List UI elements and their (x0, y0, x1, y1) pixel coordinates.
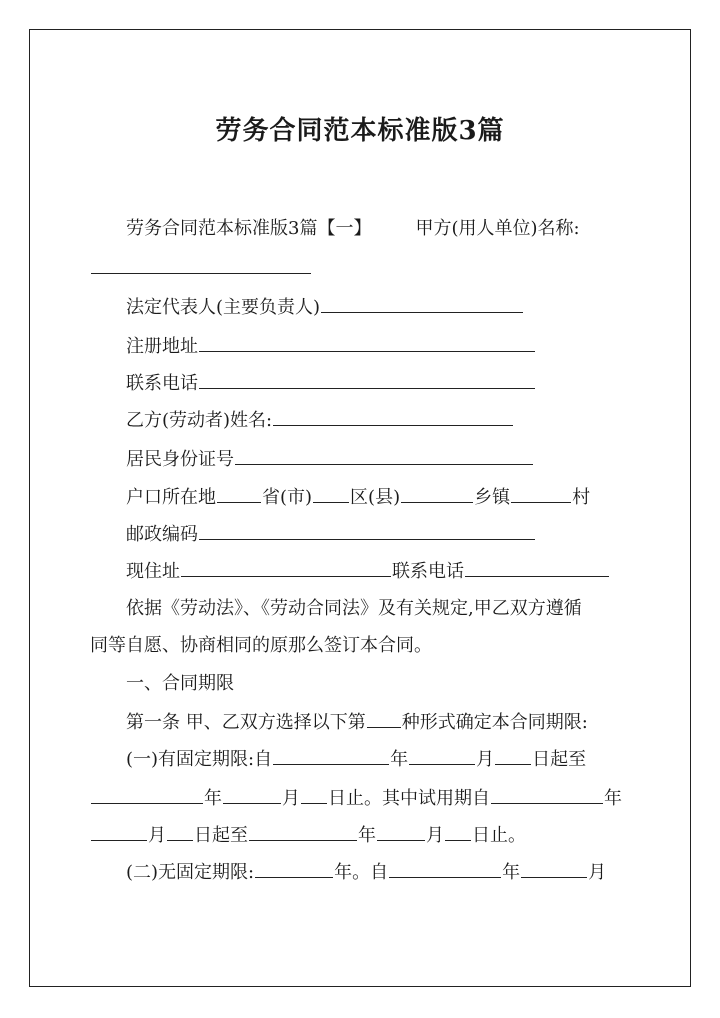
month-label: 月 (476, 749, 495, 770)
cur-addr-label: 现住址 (126, 561, 180, 582)
blank (313, 484, 349, 503)
month-label: 月 (426, 825, 444, 846)
cur-phone-label: 联系电话 (392, 561, 464, 582)
id-label: 居民身份证号 (126, 449, 234, 470)
blank (199, 333, 535, 352)
year-label: 年 (204, 788, 222, 809)
fixed-term-line-3 (90, 822, 635, 849)
blank (389, 859, 501, 878)
legal-rep-line (126, 294, 635, 321)
blank (301, 785, 327, 804)
hukou-line (126, 484, 635, 511)
blank (465, 558, 609, 577)
blank (91, 785, 203, 804)
month-label: 月 (588, 862, 607, 883)
article-1-line (126, 709, 635, 736)
day-from-label: 日起至 (194, 825, 248, 846)
hukou-province: 省(市) (262, 487, 313, 508)
blank (91, 822, 147, 841)
basis-line-1: 依据《劳动法》、《劳动合同法》及有关规定,甲乙双方遵循 (126, 598, 582, 619)
month-label: 月 (282, 788, 300, 809)
document-title: 劳务合同范本标准版3篇 (215, 116, 505, 146)
day-end-label: 日止。 (472, 825, 526, 846)
party-a-name-blank (90, 255, 635, 282)
party-b-line (126, 407, 635, 434)
blank (273, 407, 513, 426)
fixed-term-line-1 (126, 746, 635, 773)
id-line (126, 446, 635, 473)
legal-rep-label: 法定代表人(主要负责人) (126, 297, 321, 318)
blank (273, 746, 389, 765)
blank (91, 255, 311, 274)
open-term-label: (二)无固定期限: (126, 862, 255, 883)
blank (217, 484, 261, 503)
year-label: 年 (390, 749, 409, 770)
blank (167, 822, 193, 841)
phone-label: 联系电话 (126, 373, 198, 394)
blank (255, 859, 333, 878)
reg-addr-label: 注册地址 (126, 336, 198, 357)
probation-label: 日止。其中试用期自 (328, 788, 490, 809)
postcode-line (126, 521, 635, 548)
reg-addr-line (126, 333, 635, 360)
blank (377, 822, 425, 841)
blank (367, 709, 401, 728)
blank (401, 484, 473, 503)
blank (511, 484, 571, 503)
blank (495, 746, 531, 765)
hukou-village: 村 (572, 487, 591, 508)
year-label: 年 (502, 862, 521, 883)
fixed-term-label: (一)有固定期限:自 (126, 749, 273, 770)
open-term-line (126, 859, 635, 886)
section-1-heading: 一、合同期限 (126, 673, 234, 694)
open-term-from-label: 年。自 (334, 862, 389, 883)
hukou-district: 区(县) (350, 487, 401, 508)
hukou-town: 乡镇 (474, 487, 511, 508)
party-b-label: 乙方(劳动者)姓名: (126, 410, 273, 431)
blank (521, 859, 587, 878)
cur-addr-line (126, 558, 635, 585)
article-1-text: 第一条 甲、乙双方选择以下第 (126, 712, 366, 733)
blank (249, 822, 357, 841)
article-1-text-end: 种形式确定本合同期限: (401, 712, 588, 733)
basis-line-2: 同等自愿、协商相同的原那么签订本合同。 (90, 635, 432, 656)
blank (491, 785, 603, 804)
month-label: 月 (148, 825, 166, 846)
party-a-label: 甲方(用人单位)名称: (415, 218, 580, 239)
hukou-label: 户口所在地 (126, 487, 216, 508)
blank (445, 822, 471, 841)
year-label: 年 (604, 788, 622, 809)
blank (199, 521, 535, 540)
year-label: 年 (358, 825, 376, 846)
blank (321, 294, 523, 313)
postcode-label: 邮政编码 (126, 524, 198, 545)
blank (235, 446, 533, 465)
blank (409, 746, 475, 765)
intro-heading: 劳务合同范本标准版3篇【一】 (126, 218, 372, 239)
blank (199, 370, 535, 389)
blank (223, 785, 281, 804)
blank (181, 558, 391, 577)
day-from-label: 日起至 (532, 749, 587, 770)
fixed-term-line-2 (90, 785, 635, 812)
intro-line (126, 216, 635, 242)
phone-line (126, 370, 635, 397)
